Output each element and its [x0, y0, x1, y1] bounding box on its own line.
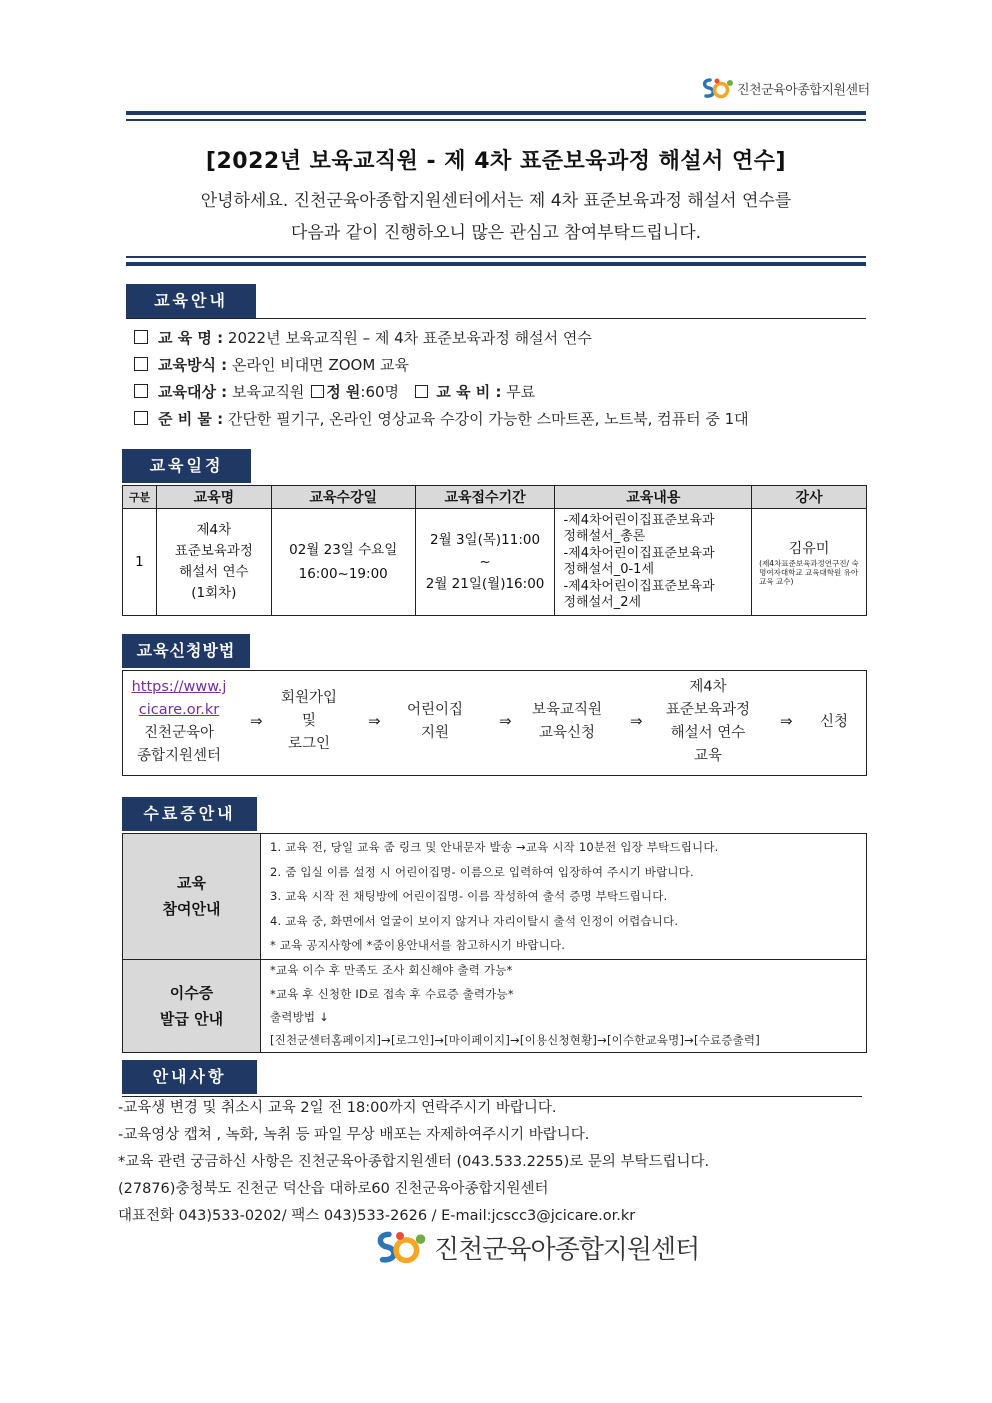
- schedule-header-instructor: 강사: [752, 486, 867, 509]
- site-url-link-1[interactable]: https://www.j: [131, 679, 227, 695]
- logo-swirl-icon: [370, 1228, 430, 1266]
- issue-label-line: 이수증: [169, 983, 214, 1002]
- schedule-period-start: 2월 3일(목)11:00: [430, 532, 541, 548]
- schedule-content-line: 정해설서_2세: [563, 595, 642, 610]
- checkbox-icon: [134, 330, 148, 344]
- schedule-header-no: 구분: [123, 486, 157, 509]
- schedule-cell-instructor: [752, 509, 867, 616]
- logo-swirl-icon: [700, 76, 734, 100]
- schedule-header-row: [123, 486, 867, 509]
- table-row: [123, 959, 867, 1052]
- info-fee-value: 무료: [506, 383, 536, 401]
- notice-line: -교육영상 캡쳐 , 녹화, 녹취 등 파일 무상 배포는 자제하여주시기 바랍니다.: [118, 1127, 590, 1143]
- schedule-cell-date: [271, 509, 415, 616]
- apply-step-staff-apply: [521, 699, 613, 745]
- site-name-line-2: 종합지원센터: [136, 748, 222, 764]
- info-supplies-row: [134, 408, 749, 429]
- site-name-line-1: 진천군육아: [143, 725, 215, 741]
- schedule-cell-no: 1: [123, 509, 157, 616]
- schedule-content-line: -제4차어린이집표준보육과: [563, 512, 715, 528]
- info-name-row: [134, 327, 592, 348]
- info-name-label: 교 육 명 :: [158, 329, 224, 347]
- participation-item: 2. 줌 입실 이름 설정 시 어린이집명- 이름으로 입력하여 입장하여 주시기 바랍니다.: [270, 864, 694, 879]
- section-schedule-title: 교육일정: [122, 449, 251, 483]
- page-title: [2022년 보육교직원 - 제 4차 표준보육과정 해설서 연수]: [205, 149, 787, 174]
- intro-line-2: 다음과 같이 진행하오니 많은 관심고 참여부탁드립니다.: [290, 223, 702, 243]
- schedule-content-line: 정해설서_총론: [563, 529, 646, 544]
- participation-label-line: 교육: [177, 874, 206, 893]
- schedule-name-line: 제4차: [196, 522, 232, 538]
- schedule-content-line: -제4차어린이집표준보육과: [563, 578, 715, 594]
- apply-site-cell: [125, 676, 233, 768]
- checkbox-icon: [134, 384, 148, 398]
- schedule-name-line: 해설서 연수: [179, 564, 249, 580]
- schedule-cell-content: [555, 509, 752, 616]
- schedule-name-line: 표준보육과정: [174, 543, 253, 559]
- schedule-table: [122, 485, 867, 616]
- apply-flow-box: [122, 670, 867, 776]
- flow-arrow-icon: ⇒: [250, 712, 263, 730]
- issue-item: *교육 후 신청한 ID로 접속 후 수료증 출력가능*: [270, 987, 514, 1001]
- section-education-info-title: 교육안내: [126, 284, 256, 318]
- info-target-value: 보육교직원: [231, 383, 305, 401]
- schedule-period-end: 2월 21일(월)16:00: [425, 576, 545, 592]
- participation-item: * 교육 공지사항에 *줌이용안내서를 참고하시기 바랍니다.: [270, 938, 566, 952]
- info-capacity-label: 정 원: [326, 383, 361, 401]
- info-method-row: [134, 354, 409, 375]
- issue-label-cell: [123, 959, 261, 1052]
- step-line: 보육교직원: [531, 702, 603, 718]
- intro-rule-thick: [126, 262, 866, 266]
- info-supplies-value: 간단한 필기구, 온라인 영상교육 수강이 가능한 스마트폰, 노트북, 컴퓨터 중 1대: [227, 410, 749, 428]
- schedule-time-line: 16:00~19:00: [298, 566, 388, 582]
- step-line: 회원가입: [280, 690, 338, 706]
- flow-arrow-icon: ⇒: [368, 712, 381, 730]
- info-name-value: 2022년 보육교직원 – 제 4차 표준보육과정 해설서 연수: [227, 329, 592, 347]
- schedule-date-line: 02월 23일 수요일: [289, 542, 398, 558]
- participation-label-line: 참여안내: [162, 900, 221, 919]
- schedule-content-line: -제4차어린이집표준보육과: [563, 545, 715, 561]
- notice-contact-line: 대표전화 043)533-0202/ 팩스 043)533-2626 / E-mail:jcscc3@jcicare.or.kr: [118, 1208, 636, 1224]
- checkbox-icon: [134, 357, 148, 371]
- step-line: 교육신청: [538, 725, 596, 741]
- participation-body-cell: [261, 834, 867, 960]
- issue-item: [진천군센터홈페이지]→[로그인]→[마이페이지]→[이용신청현황]→[이수한교육명]→[수료증출력]: [270, 1033, 760, 1047]
- footer-org-name: 진천군육아종합지원센터: [434, 1234, 700, 1265]
- participation-label-cell: [123, 834, 261, 960]
- apply-step-signup: [268, 687, 350, 756]
- info-target-row: [134, 381, 535, 402]
- schedule-header-name: 교육명: [156, 486, 271, 509]
- site-url-link-2[interactable]: cicare.or.kr: [138, 702, 220, 718]
- intro-rule-thin: [126, 256, 866, 258]
- checkbox-icon: [311, 385, 324, 398]
- issue-item: *교육 이수 후 만족도 조사 회신해야 출력 가능*: [270, 962, 513, 977]
- notice-list: [118, 1095, 709, 1230]
- info-method-value: 온라인 비대면 ZOOM 교육: [231, 356, 410, 374]
- checkbox-icon: [134, 411, 148, 425]
- info-target-label: 교육대상 :: [158, 383, 228, 401]
- footer-logo: [370, 1228, 699, 1266]
- section-education-info-rule: [126, 318, 866, 319]
- participation-item: 3. 교육 시작 전 채팅방에 어린이집명- 이름 작성하여 출석 증명 부탁드립니다.: [270, 889, 668, 903]
- step-line: 어린이집: [406, 702, 464, 718]
- instructor-name: 김유미: [788, 540, 830, 557]
- info-supplies-label: 준 비 물 :: [158, 410, 224, 428]
- table-row: [123, 509, 867, 616]
- flow-arrow-icon: ⇒: [780, 712, 793, 730]
- header-logo: [700, 76, 870, 100]
- intro-line-1: 안녕하세요. 진천군육아종합지원센터에서는 제 4차 표준보육과정 해설서 연수를: [200, 191, 792, 211]
- section-notice-title: 안내사항: [122, 1060, 257, 1094]
- flow-arrow-icon: ⇒: [499, 712, 512, 730]
- apply-step-daycare-support: [393, 699, 477, 745]
- section-apply-title: 교육신청방법: [122, 634, 250, 668]
- step-line: 및: [301, 713, 316, 729]
- schedule-header-date: 교육수강일: [271, 486, 415, 509]
- schedule-content-line: 정해설서_0-1세: [563, 562, 655, 577]
- flow-arrow-icon: ⇒: [630, 712, 643, 730]
- info-fee-label: 교 육 비 :: [436, 383, 502, 401]
- step-line: 로그인: [287, 736, 331, 752]
- schedule-header-period: 교육접수기간: [415, 486, 555, 509]
- schedule-name-line: (1회차): [191, 585, 237, 601]
- step-line: 표준보육과정: [665, 702, 751, 718]
- step-line: 해설서 연수: [670, 725, 746, 741]
- instructor-detail: (제4차표준보육과정연구진/ 숙명여자대학교 교육대학원 유아교육 교수): [759, 558, 859, 586]
- schedule-period-tilde: ~: [479, 554, 491, 570]
- notice-line: (27876)충청북도 진천군 덕산읍 대하로60 진천군육아종합지원센터: [118, 1181, 549, 1197]
- certificate-table: [122, 833, 867, 1053]
- schedule-header-content: 교육내용: [555, 486, 752, 509]
- step-line: 지원: [420, 725, 449, 741]
- issue-label-line: 발급 안내: [159, 1009, 224, 1028]
- notice-line: -교육생 변경 및 취소시 교육 2일 전 18:00까지 연락주시기 바랍니다.: [118, 1100, 557, 1116]
- header-org-name: 진천군육아종합지원센터: [737, 82, 870, 98]
- issue-body-cell: [261, 959, 867, 1052]
- apply-step-submit: 신청: [819, 714, 848, 730]
- participation-item: 1. 교육 전, 당일 교육 줌 링크 및 안내문자 발송 →교육 시작 10분전 입장 부탁드립니다.: [270, 840, 719, 854]
- table-row: [123, 834, 867, 960]
- step-line: 교육: [693, 748, 722, 764]
- header-rule-thin: [126, 119, 866, 121]
- issue-item: 출력방법 ↓: [270, 1009, 329, 1024]
- info-capacity-value: :60명: [360, 383, 400, 401]
- header-rule-thick: [126, 111, 866, 115]
- step-line: 제4차: [689, 679, 727, 695]
- participation-item: 4. 교육 중, 화면에서 얼굴이 보이지 않거나 자리이탈시 출석 인정이 어렵습니다.: [270, 913, 679, 928]
- schedule-cell-name: [156, 509, 271, 616]
- schedule-cell-period: [415, 509, 555, 616]
- info-method-label: 교육방식 :: [158, 356, 228, 374]
- section-certificate-title: 수료증안내: [122, 797, 257, 831]
- checkbox-icon: [415, 385, 428, 398]
- notice-line: *교육 관련 궁금하신 사항은 진천군육아종합지원센터 (043.533.2255)로 문의 부탁드립니다.: [118, 1154, 710, 1170]
- apply-step-course: [655, 676, 761, 768]
